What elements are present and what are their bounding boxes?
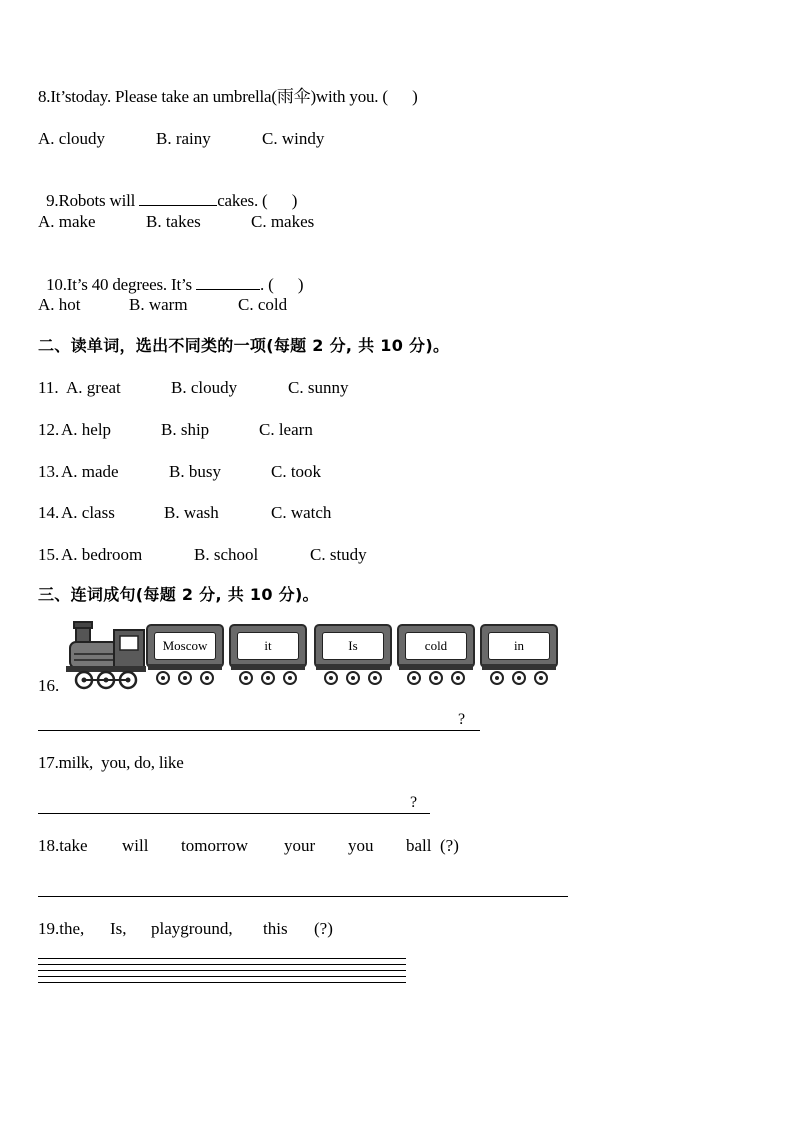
q11-option-a: A. great (66, 378, 121, 397)
q15-option-a: A. bedroom (61, 545, 143, 564)
q11-option-c: C. sunny (288, 378, 349, 397)
train-car-2[interactable] (229, 624, 307, 686)
q18-word-2: tomorrow (181, 836, 249, 855)
q10-option-a: A. hot (38, 295, 81, 314)
q18-word-6: (?) (440, 836, 459, 855)
q14-option-a: A. class (61, 503, 115, 522)
q9-prefix: 9.Robots will (46, 191, 140, 210)
q10-suffix: . ( ) (259, 275, 304, 294)
q14-number: 14. (38, 503, 60, 522)
q16-question-mark: ? (458, 711, 466, 728)
q17-question-mark: ? (410, 794, 418, 811)
question-17: 17.milk, you, do, like (38, 753, 184, 772)
q10-prefix: 10.It’s 40 degrees. It’s (46, 275, 196, 294)
q19-word-2: playground, (151, 919, 233, 938)
locomotive-icon (66, 620, 148, 692)
q8-option-c: C. windy (262, 129, 325, 148)
q12-option-c: C. learn (259, 420, 313, 439)
q9-option-b: B. takes (146, 212, 201, 231)
q19-word-4: (?) (314, 919, 333, 938)
q8-option-a: A. cloudy (38, 129, 106, 148)
train-illustration (66, 620, 566, 692)
q17-answer-line[interactable] (38, 813, 430, 814)
q18-answer-line[interactable] (38, 896, 568, 897)
q8-option-b: B. rainy (156, 129, 211, 148)
q16-answer-line[interactable] (38, 730, 480, 731)
q12-number: 12. (38, 420, 60, 439)
train-car-3[interactable] (314, 624, 392, 686)
train-car-4[interactable] (397, 624, 475, 686)
q18-word-1: will (122, 836, 149, 855)
q9-option-a: A. make (38, 212, 96, 231)
train-word-3: Is (322, 632, 384, 660)
q13-option-b: B. busy (169, 462, 221, 481)
train-word-2: it (237, 632, 299, 660)
q13-option-c: C. took (271, 462, 322, 481)
q15-option-c: C. study (310, 545, 367, 564)
train-word-5: in (488, 632, 550, 660)
q12-option-b: B. ship (161, 420, 210, 439)
q19-word-3: this (263, 919, 288, 938)
train-word-1: Moscow (154, 632, 216, 660)
q12-option-a: A. help (61, 420, 112, 439)
q19-answer-line-1[interactable] (38, 958, 406, 959)
q10-blank[interactable] (196, 274, 260, 290)
q10-option-b: B. warm (129, 295, 188, 314)
q19-number: 19.the, (38, 919, 85, 938)
q14-option-c: C. watch (271, 503, 332, 522)
section-2-heading: 二、读单词，选出不同类的一项(每题 2 分, 共 10 分)。 (38, 336, 450, 355)
q13-number: 13. (38, 462, 60, 481)
q18-word-3: your (284, 836, 316, 855)
q15-option-b: B. school (194, 545, 259, 564)
q16-number: 16. (38, 676, 60, 695)
question-10 (38, 254, 303, 295)
q11-option-b: B. cloudy (171, 378, 238, 397)
train-word-4: cold (405, 632, 467, 660)
q13-option-a: A. made (61, 462, 119, 481)
question-8: 8.It’stoday. Please take an umbrella(雨伞)with you. ( ) (38, 87, 418, 106)
q9-suffix: cakes. ( ) (217, 191, 298, 210)
question-9 (38, 170, 297, 211)
q19-answer-line-3[interactable] (38, 970, 406, 971)
q15-number: 15. (38, 545, 60, 564)
q19-answer-line-2[interactable] (38, 964, 406, 965)
train-car-5[interactable] (480, 624, 558, 686)
q19-word-1: Is, (110, 919, 127, 938)
q18-number: 18.take (38, 836, 88, 855)
train-car-1[interactable] (146, 624, 224, 686)
section-3-heading: 三、连词成句(每题 2 分, 共 10 分)。 (38, 585, 319, 604)
q19-answer-line-4[interactable] (38, 976, 406, 977)
q11-number: 11. (38, 378, 63, 397)
q9-blank[interactable] (139, 190, 217, 206)
q9-option-c: C. makes (251, 212, 315, 231)
q19-answer-line-5[interactable] (38, 982, 406, 983)
q14-option-b: B. wash (164, 503, 219, 522)
q18-word-4: you (348, 836, 374, 855)
q18-word-5: ball (406, 836, 432, 855)
q10-option-c: C. cold (238, 295, 288, 314)
